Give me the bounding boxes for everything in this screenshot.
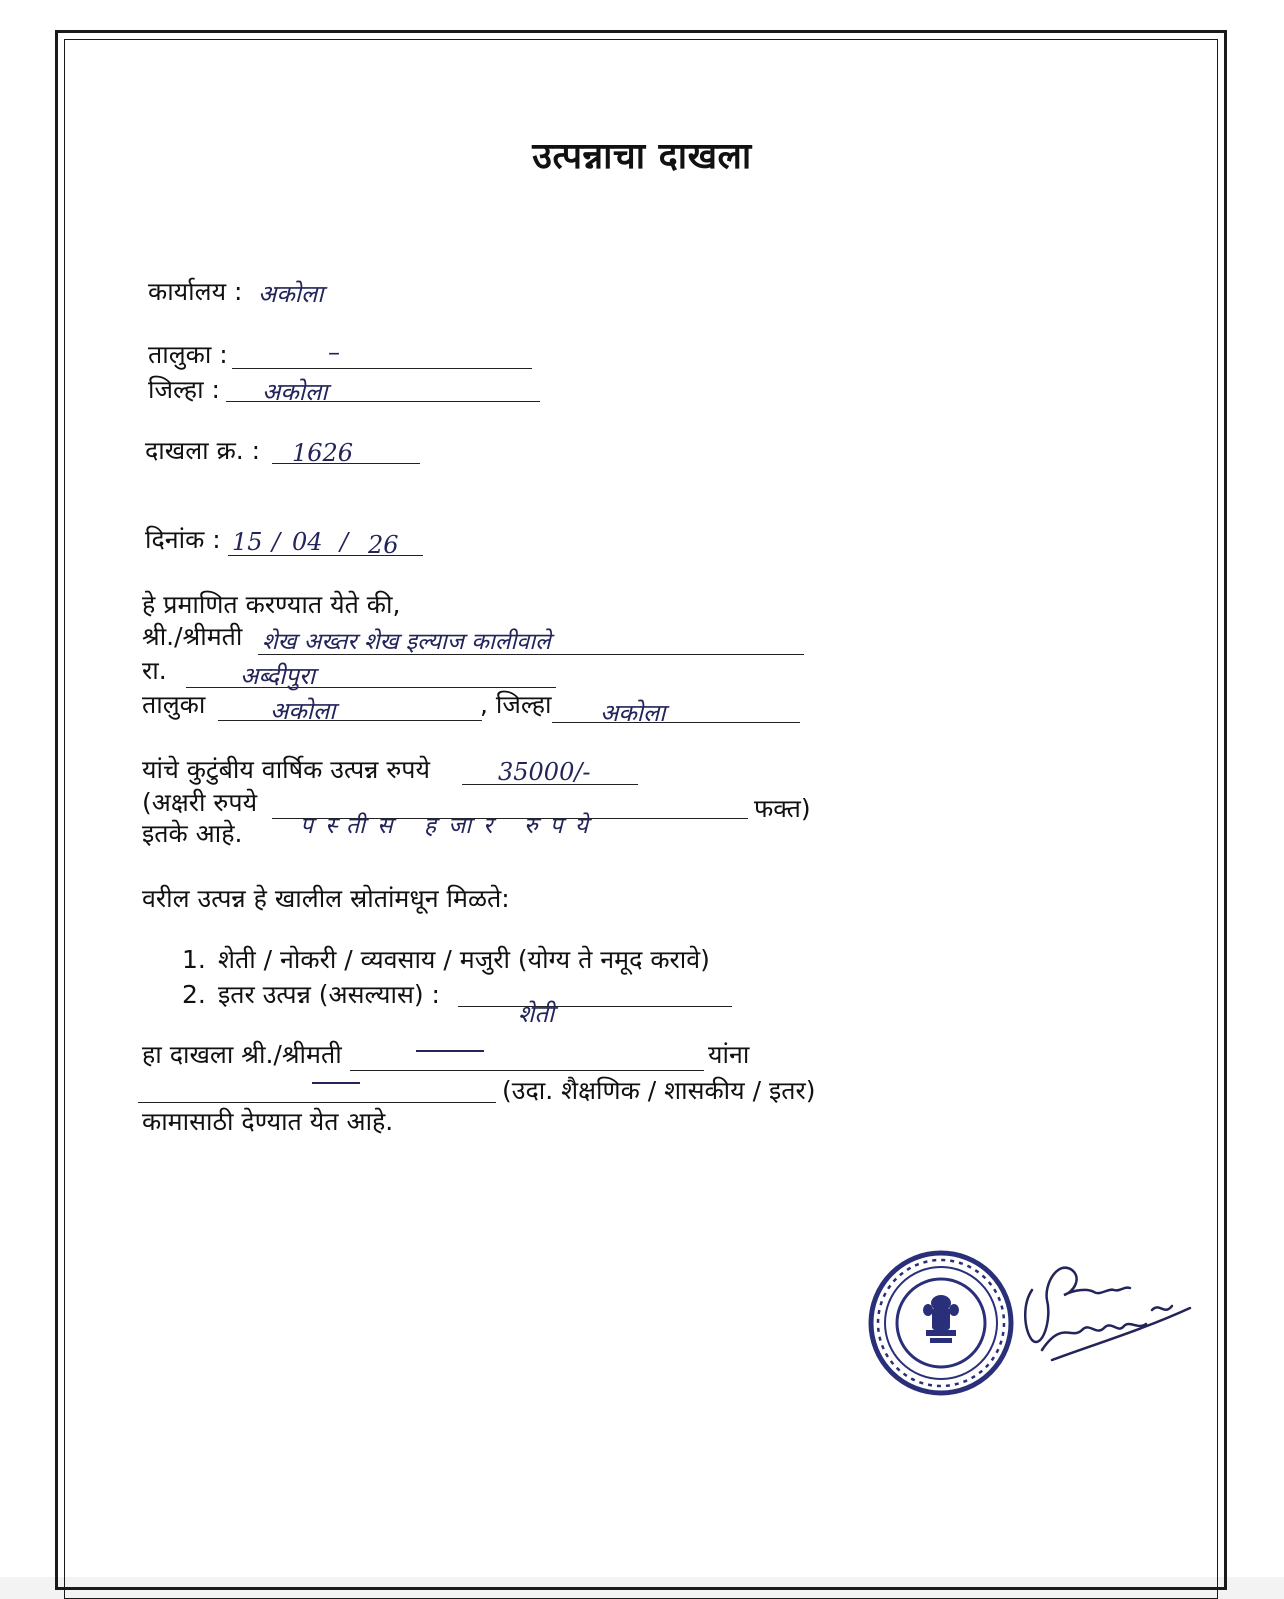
- date-label: दिनांक :: [145, 525, 221, 554]
- date-separator-1: /: [272, 528, 281, 556]
- date-month: 04: [292, 528, 323, 556]
- income-label: यांचे कुटुंबीय वार्षिक उत्पन्न रुपये: [142, 755, 430, 784]
- document-title: उत्पन्नाचा दाखला: [532, 136, 752, 177]
- district-label: जिल्हा :: [148, 375, 220, 404]
- person-name: शेख अख्तर शेख इल्याज कालीवाले: [262, 629, 551, 655]
- date-day: 15: [232, 528, 263, 556]
- is-label: इतके आहे.: [142, 819, 243, 848]
- only-label: फक्त): [754, 794, 811, 823]
- certificate-no-label: दाखला क्र. :: [145, 436, 261, 465]
- closing-text: कामासाठी देण्यात येत आहे.: [142, 1107, 394, 1136]
- source-2-line: [458, 1006, 732, 1007]
- source-1-number: 1.: [182, 945, 206, 974]
- words-value: पस्तीस हजार रुपये: [300, 813, 601, 839]
- official-seal-icon: [866, 1248, 1016, 1398]
- given-name-line: [350, 1070, 704, 1071]
- office-value: अकोला: [258, 280, 324, 308]
- taluka2-label: तालुका: [142, 690, 206, 719]
- purpose-dash: [312, 1082, 360, 1084]
- shri-label: श्री./श्रीमती: [142, 622, 243, 651]
- sources-heading: वरील उत्पन्न हे खालील स्रोतांमधून मिळते:: [142, 884, 510, 913]
- taluka2-line: [218, 720, 482, 721]
- district2-label: , जिल्हा: [480, 690, 552, 719]
- income-value: 35000/-: [498, 758, 591, 786]
- words-label: (अक्षरी रुपये: [142, 788, 258, 817]
- taluka-label: तालुका :: [148, 340, 228, 369]
- resident-label: रा.: [142, 656, 167, 685]
- district-value: अकोला: [262, 378, 328, 406]
- given-prefix: हा दाखला श्री./श्रीमती: [142, 1040, 342, 1069]
- taluka2-value: अकोला: [270, 697, 336, 725]
- office-label: कार्यालय :: [148, 277, 243, 306]
- district2-value: अकोला: [600, 699, 666, 727]
- source-2-label: इतर उत्पन्न (असल्यास) :: [218, 980, 440, 1009]
- certificate-no-value: 1626: [292, 439, 354, 467]
- certify-text: हे प्रमाणित करण्यात येते की,: [142, 590, 401, 619]
- source-2-value: शेती: [518, 1000, 555, 1028]
- district2-line: [552, 722, 800, 723]
- given-name-dash: [416, 1050, 484, 1052]
- given-suffix: यांना: [708, 1040, 750, 1069]
- taluka-line: [232, 368, 532, 369]
- date-year: 26: [368, 531, 399, 559]
- signature-icon: [1012, 1250, 1202, 1370]
- source-1-text: शेती / नोकरी / व्यवसाय / मजुरी (योग्य ते नमूद करावे): [218, 945, 710, 974]
- purpose-line: [138, 1102, 496, 1103]
- purpose-text: (उदा. शैक्षणिक / शासकीय / इतर): [502, 1076, 816, 1105]
- source-2-number: 2.: [182, 980, 206, 1009]
- resident-value: अब्दीपुरा: [240, 662, 315, 690]
- date-separator-2: /: [340, 528, 349, 556]
- taluka-value: –: [328, 338, 340, 366]
